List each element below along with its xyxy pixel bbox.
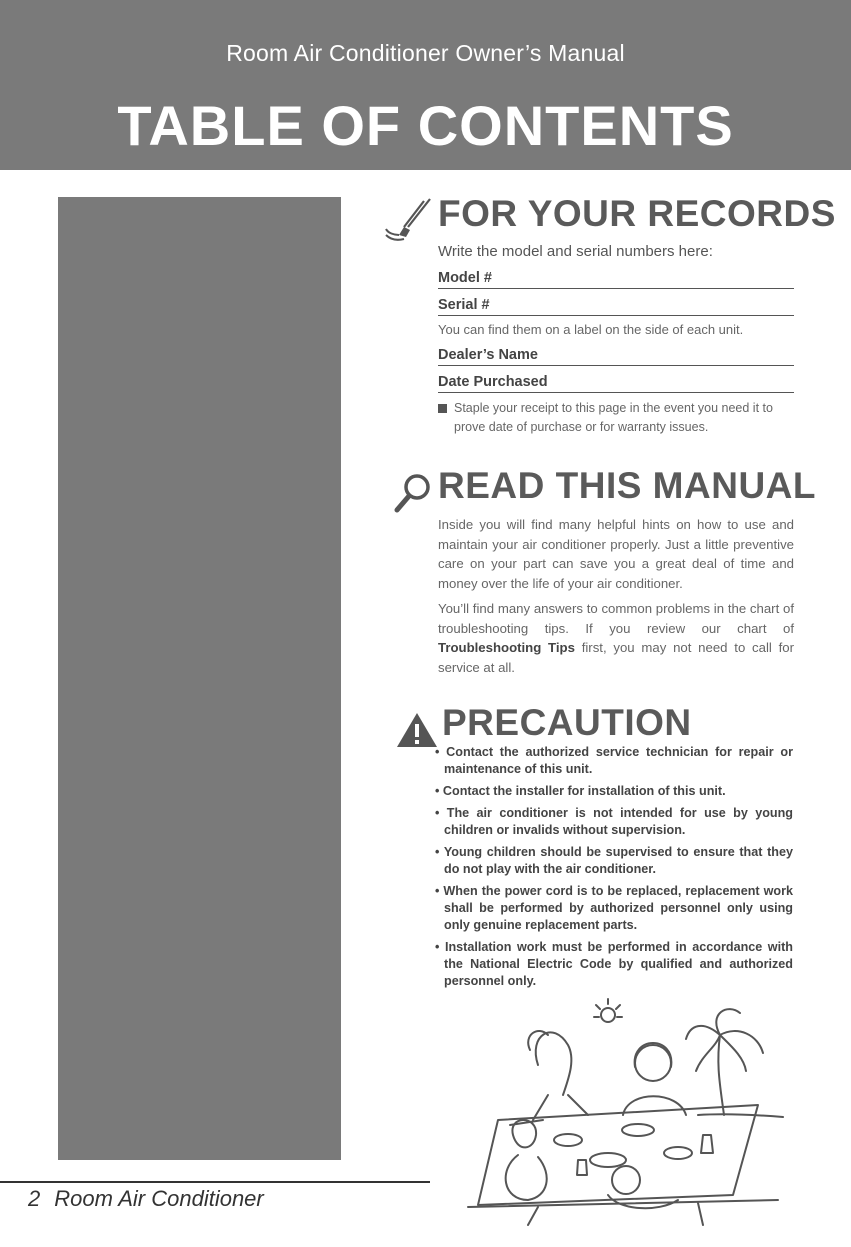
troubleshooting-tips-reference: Troubleshooting Tips [438,640,575,655]
records-section [438,243,794,437]
manual-subtitle: Room Air Conditioner Owner’s Manual [226,40,625,66]
staple-note-text: Staple your receipt to this page in the event you need it to prove date of purchase or for warranty issues. [454,401,773,434]
model-number-field[interactable]: Model # [438,268,794,289]
page-footer [28,1186,264,1212]
records-intro: Write the model and serial numbers here: [438,243,713,260]
precaution-heading: PRECAUTION [442,702,692,743]
page-number: 2 [28,1186,41,1211]
manual-paragraph-2 [438,599,794,677]
manual-heading: READ THIS MANUAL [438,465,816,506]
precaution-item: • Young children should be supervised to ensure that they do not play with the air conditioner. [435,845,793,876]
precaution-item: • The air conditioner is not intended for use by young children or invalids without supervision. [435,806,793,837]
warning-icon [396,712,438,748]
page-title: TABLE OF CONTENTS [117,94,734,157]
magnifier-icon [393,472,433,514]
dealer-name-field[interactable]: Dealer’s Name [438,345,794,366]
manual-section [438,515,794,683]
serial-number-field[interactable]: Serial # [438,295,794,316]
precaution-section [435,744,793,995]
precaution-item: • When the power cord is to be replaced, replacement work shall be performed by authorized personnel only using only genuine replacement parts. [435,884,793,932]
precaution-item: • Contact the installer for installation of this unit. [435,784,726,798]
picnic-illustration [458,975,788,1225]
find-note: You can find them on a label on the side of each unit. [438,322,744,337]
date-purchased-field[interactable]: Date Purchased [438,372,794,393]
contents-sidebar-panel [58,197,341,1160]
manual-paragraph-2-start: You’ll find many answers to common problems in the chart of troubleshooting tips. If you review our chart of [438,601,794,636]
records-heading: FOR YOUR RECORDS [438,193,836,234]
staple-note [438,399,794,437]
page-header [0,0,851,170]
manual-paragraph-2-end: first, you may not need to call for service at all. [438,640,794,675]
pen-icon [384,197,438,245]
precaution-item: • Installation work must be performed in accordance with the National Electric Code by qualified and authorized personnel only. [435,940,793,988]
precaution-item: • Contact the authorized service technician for repair or maintenance of this unit. [435,745,793,776]
footer-label: Room Air Conditioner [54,1186,264,1211]
footer-divider [0,1181,430,1183]
manual-paragraph-1: Inside you will find many helpful hints on how to use and maintain your air conditioner properly. Just a little preventive care on your part can save you a great deal of time and money over the life of your air conditioner. [438,517,794,591]
square-bullet-icon [438,404,447,413]
